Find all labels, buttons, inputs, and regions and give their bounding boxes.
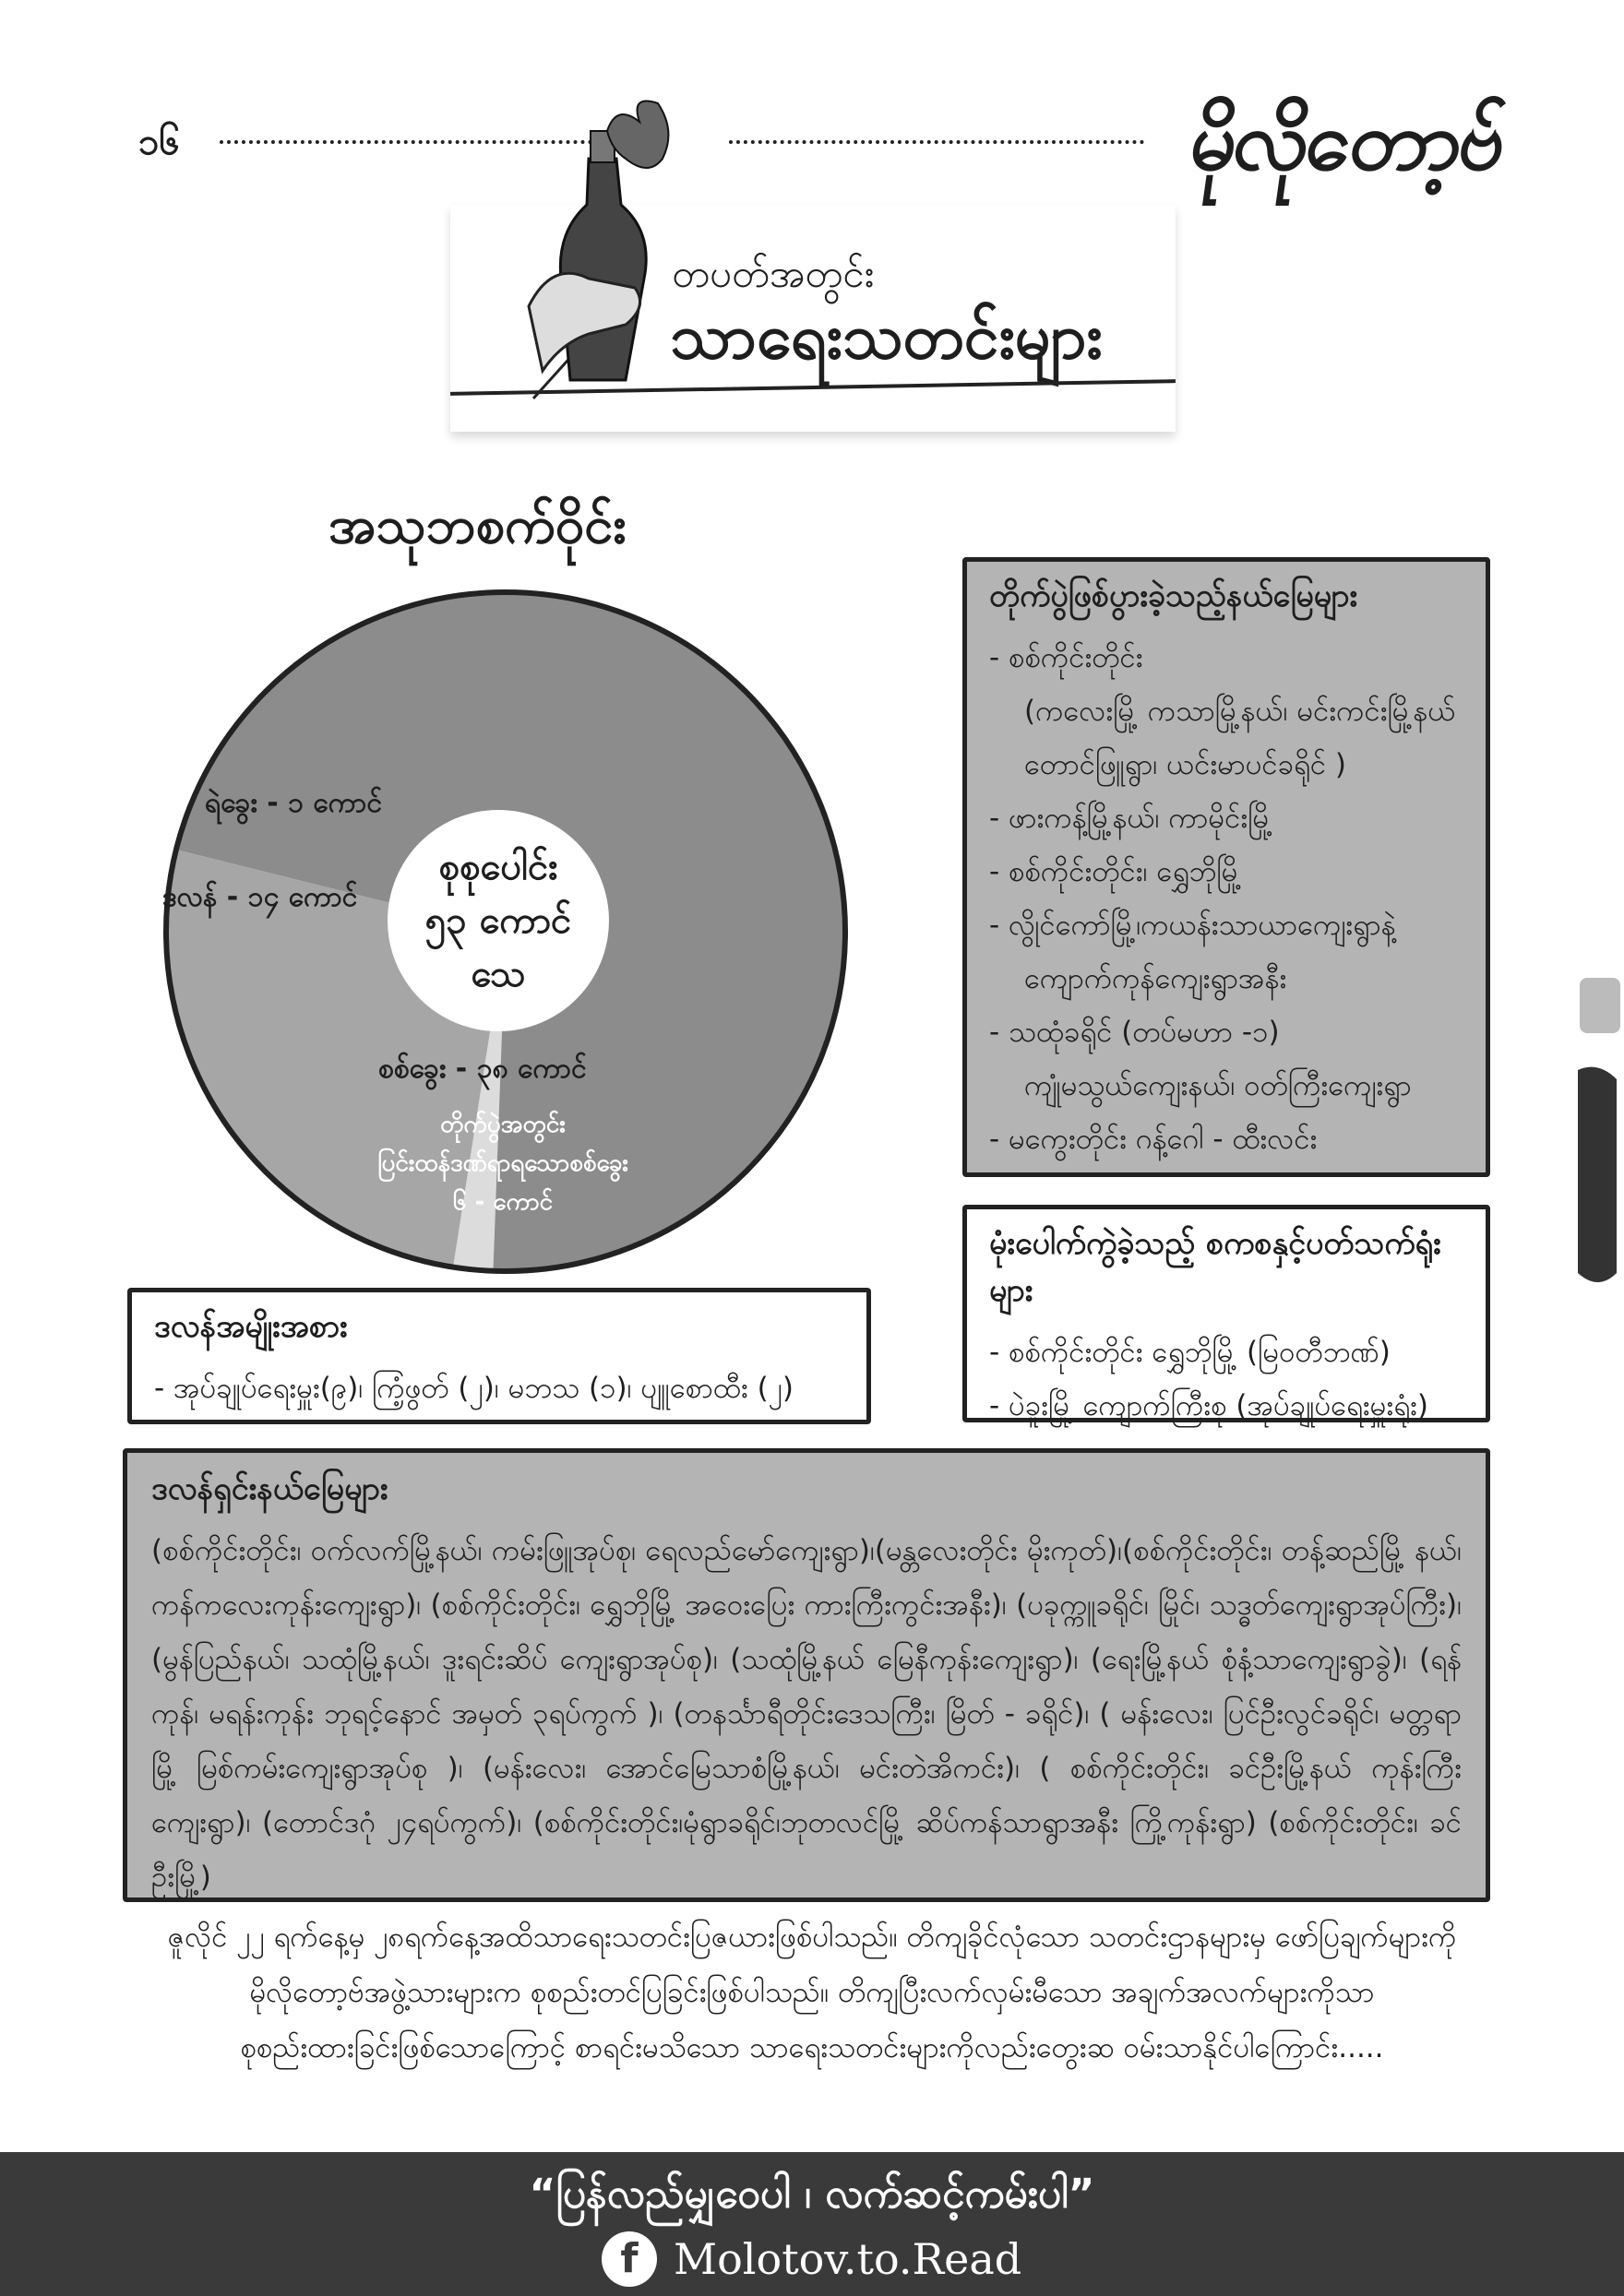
explosion-office-item: - ပဲခူးမြို့ ကျောက်ကြီးစု (အုပ်ချုပ်ရေးမှူးရုံး) [989, 1389, 1428, 1422]
pie-center-line: စုစုပေါင်း [438, 846, 558, 888]
dalan-type-box [127, 1288, 871, 1424]
header-dotted-rule-right [729, 140, 1144, 144]
explosion-office-item: - စစ်ကိုင်းတိုင်း ရွှေဘိုမြို့ (မြဝတီဘဏ်) [989, 1336, 1391, 1369]
battle-location-item: - လွိုင်ကော်မြို့၊ကယန်းသာယာကျေးရွာနဲ့ [989, 909, 1396, 942]
battle-location-item: ကျုံမသွယ်ကျေးနယ်၊ ဝတ်ကြီးကျေးရွာ [1024, 1069, 1412, 1102]
footer-slogan: “ပြန်လည်မျှဝေပါ ၊ လက်ဆင့်ကမ်းပါ” [529, 2171, 1095, 2218]
pie-label-police: ရဲခွေး - ၁ ကောင် [205, 787, 383, 819]
banner-subtitle: တပတ်အတွင်း [672, 251, 875, 296]
battle-location-item: - သထုံခရိုင် (တပ်မဟာ -၁) [989, 1016, 1280, 1049]
pie-sub-note [351, 1105, 655, 1221]
pie-center-line: ၅၃ ကောင် [424, 899, 572, 942]
pie-label-dalan: ဒလန် - ၁၄ ကောင် [162, 881, 358, 913]
section-banner [450, 205, 1176, 432]
battle-location-item: - စစ်ကိုင်းတိုင်း [989, 641, 1143, 674]
facebook-page-link[interactable]: Molotov.to.Read [674, 2234, 1022, 2284]
battle-location-item: (ကလေးမြို့ ကသာမြို့နယ်၊ မင်းကင်းမြို့နယ် [1024, 695, 1456, 728]
battle-location-item: တောင်ဖြူရွာ၊ ယင်းမာပင်ခရိုင် ) [1024, 748, 1346, 781]
banner-title: သာရေးသတင်းများ [670, 301, 1103, 374]
facebook-icon: f [602, 2231, 657, 2287]
footnote-line: မိုလိုတော့ဗ်အဖွဲ့သားများက စုစည်းတင်ပြခြင်းဖြစ်ပါသည်။ တိကျပြီးလက်လှမ်းမီသော အချက်အလက်များကိုသာ [249, 1976, 1375, 2009]
pie-sub-note-line: ၆ - ကောင် [452, 1188, 554, 1216]
battle-location-item: - ဖားကန့်မြို့နယ်၊ ကာမိုင်းမြို့ [989, 802, 1273, 835]
pie-sub-note-line: ပြင်းထန်ဒဏ်ရာရသောစစ်ခွေး [377, 1149, 628, 1177]
footer-bar [0, 2152, 1624, 2296]
footnote-line: ဇူလိုင် ၂၂ ရက်နေ့မှ ၂၈ရက်နေ့အထိသာရေးသတင်းပြဇယားဖြစ်ပါသည်။ တိကျခိုင်လုံသော သတင်းဌာနများမှ ဖော်ပြချက်များကို [167, 1921, 1457, 1954]
explosion-offices-box [962, 1205, 1490, 1422]
battle-location-item: - မကွေးတိုင်း ဂန့်ဂေါ - ထီးလင်း [989, 1123, 1318, 1156]
footnote [65, 1909, 1559, 2076]
dalan-type-text: - အုပ်ချုပ်ရေးမှူး(၉)၊ ကြံ့ဖွတ် (၂)၊ မဘသ (၁)၊ ပျူစောထီး (၂) [154, 1372, 794, 1405]
battle-locations-box [962, 557, 1490, 1177]
pie-center-line: သေ [471, 953, 526, 995]
explosion-offices-title: မုံးပေါက်ကွဲခဲ့သည့် စကစနှင့်ပတ်သက်ရုံးများ [989, 1225, 1441, 1309]
battle-locations-list [989, 631, 1463, 1166]
dalan-areas-text: (စစ်ကိုင်းတိုင်း၊ ဝက်လက်မြို့နယ်၊ ကမ်းဖြူအုပ်စု၊ ရေလည်မော်ကျေးရွာ)၊(မန္တလေးတိုင်း မိုးကုတ်)၊(စစ်ကိုင်းတိုင်း၊ တန့်ဆည်မြို့ နယ်၊ ကန်ကလေးကုန်းကျေးရွာ)၊ (စစ်ကိုင်းတိုင်း၊ ရွှေဘိုမြို့ အဝေးပြေး ကားကြီးကွင်းအနီး)၊ (ပခုက္ကူခရိုင်၊ မြိုင်၊ သဒ္ဓတ်ကျေးရွာအုပ်ကြီး)၊ (မွန်ပြည်နယ်၊ သထုံမြို့နယ်၊ ဒူးရင်းဆိပ် ကျေးရွာအုပ်စု)၊ (သထုံမြို့နယ် မြေနီကုန်းကျေးရွာ)၊ (ရေးမြို့နယ် စုံနံ့သာကျေးရွာခွဲ)၊ (ရန်ကုန်၊ မရန်းကုန်း ဘုရင့်နောင် အမှတ် ၃ရပ်ကွက် )၊ (တနင်္သာရီတိုင်းဒေသကြီး၊ မြိတ် - ခရိုင်)၊ ( မန်းလေး၊ ပြင်ဦးလွင်ခရိုင်၊ မတ္တရာမြို့ မြစ်ကမ်းကျေးရွာအုပ်စု )၊ (မန်းလေး၊ အောင်မြေသာစံမြို့နယ်၊ မင်းတဲအိကင်း)၊ ( စစ်ကိုင်းတိုင်း၊ ခင်ဦးမြို့နယ် ကုန်းကြီးကျေးရွာ)၊ (တောင်ဒဂုံ ၂၄ရပ်ကွက်)၊ (စစ်ကိုင်းတိုင်း၊မုံရွာခရိုင်၊ဘုတလင်မြို့ ဆိပ်ကန်သာရွာအနီး ကြို့ကုန်းရွာ) (စစ်ကိုင်းတိုင်း၊ ခင်ဦးမြို့) [151, 1534, 1462, 1894]
side-edge-logo-icon [1561, 959, 1624, 1347]
dalan-type-title: ဒလန်အမျိုးအစား [154, 1308, 348, 1345]
page-number: ၁၆ [138, 121, 180, 163]
publication-logo: မိုလိုတော့ဗ် [1184, 93, 1510, 188]
battle-location-item: ကျောက်ကုန်ကျေးရွာအနီး [1024, 962, 1287, 995]
pie-title: အသုဘစက်ဝိုင်း [328, 495, 627, 555]
molotov-bottle-icon [478, 94, 690, 408]
pie-label-soldier: စစ်ခွေး - ၃၈ ကောင် [378, 1053, 587, 1085]
battle-location-item: - စစ်ကိုင်းတိုင်း၊ ရွှေဘိုမြို့ [989, 855, 1243, 888]
footnote-line: စုစည်းထားခြင်းဖြစ်သောကြောင့် စာရင်းမသိသော သာရေးသတင်းများကိုလည်းတွေးဆ ဝမ်းသာနိုင်ပါကြောင်း..... [240, 2031, 1384, 2064]
dalan-areas-box [123, 1448, 1490, 1902]
pie-sub-note-line: တိုက်ပွဲအတွင်း [440, 1111, 566, 1138]
battle-locations-title: တိုက်ပွဲဖြစ်ပွားခဲ့သည့်နယ်မြေများ [989, 577, 1358, 614]
dalan-areas-title: ဒလန်ရှင်းနယ်မြေများ [151, 1470, 388, 1507]
pie-center-total [388, 810, 609, 1031]
